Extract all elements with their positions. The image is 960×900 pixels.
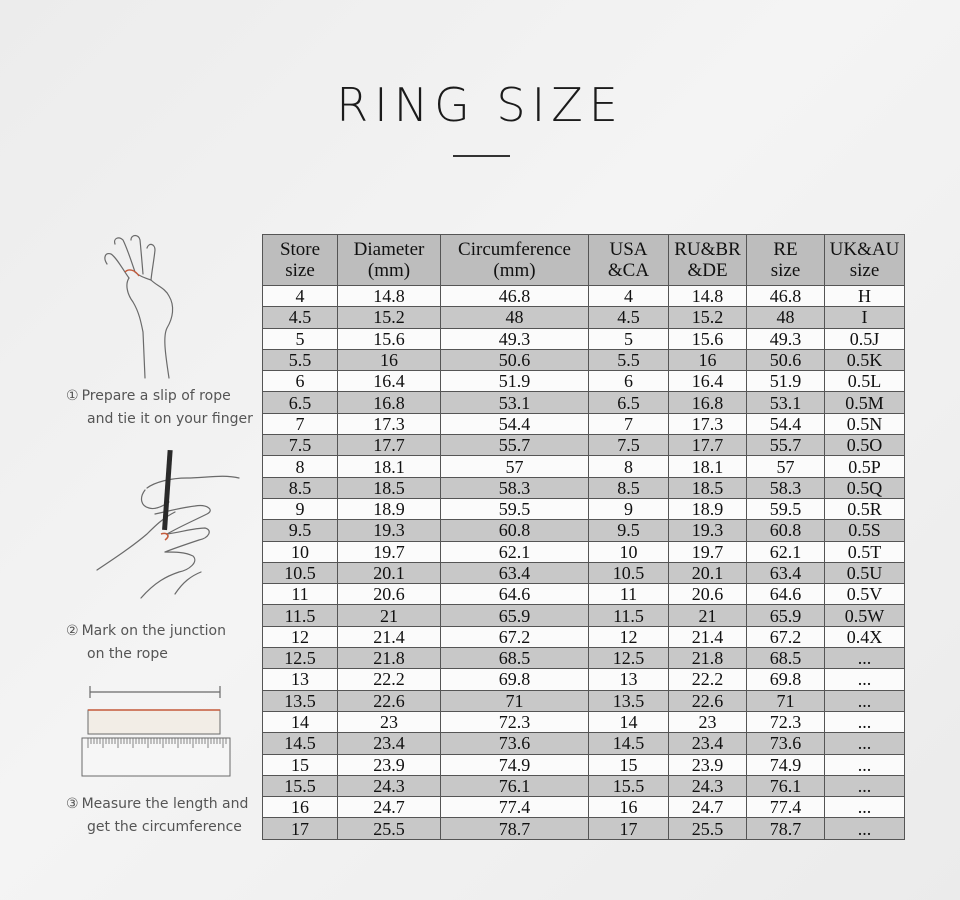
table-cell: 20.1 xyxy=(338,562,441,583)
table-cell: 78.7 xyxy=(441,818,589,839)
table-cell: 67.2 xyxy=(441,626,589,647)
table-cell: 5 xyxy=(263,328,338,349)
table-cell: 60.8 xyxy=(747,520,825,541)
table-cell: 17 xyxy=(263,818,338,839)
table-row xyxy=(263,328,905,349)
table-cell: 17.3 xyxy=(338,413,441,434)
table-cell: 54.4 xyxy=(441,413,589,434)
table-cell: 65.9 xyxy=(747,605,825,626)
table-cell: 22.6 xyxy=(338,690,441,711)
table-cell: 55.7 xyxy=(747,435,825,456)
table-cell: 4.5 xyxy=(589,307,669,328)
table-cell: 17 xyxy=(589,818,669,839)
table-cell: 14.8 xyxy=(338,286,441,307)
table-cell: 62.1 xyxy=(747,541,825,562)
table-cell: 0.5R xyxy=(825,498,905,519)
step-2-text xyxy=(66,620,256,666)
table-cell: 19.7 xyxy=(669,541,747,562)
table-cell: 18.1 xyxy=(338,456,441,477)
table-cell: 6 xyxy=(589,371,669,392)
table-row xyxy=(263,349,905,370)
table-cell: 0.5V xyxy=(825,584,905,605)
table-cell: 0.5M xyxy=(825,392,905,413)
table-cell: 48 xyxy=(441,307,589,328)
table-cell: 0.5N xyxy=(825,413,905,434)
table-cell: 64.6 xyxy=(441,584,589,605)
table-cell: 6 xyxy=(263,371,338,392)
table-cell: 77.4 xyxy=(441,797,589,818)
table-cell: 20.6 xyxy=(338,584,441,605)
table-cell: 14.8 xyxy=(669,286,747,307)
header-re-size: RE size xyxy=(747,235,825,286)
table-cell: 65.9 xyxy=(441,605,589,626)
table-cell: 12 xyxy=(263,626,338,647)
table-cell: 11.5 xyxy=(589,605,669,626)
step-3-text xyxy=(66,793,266,839)
table-cell: 0.4X xyxy=(825,626,905,647)
table-cell: 9.5 xyxy=(263,520,338,541)
table-cell: 21.8 xyxy=(338,648,441,669)
table-row xyxy=(263,307,905,328)
table-cell: ... xyxy=(825,754,905,775)
table-cell: 73.6 xyxy=(747,733,825,754)
table-cell: 72.3 xyxy=(441,711,589,732)
table-cell: 63.4 xyxy=(747,562,825,583)
table-cell: 16.4 xyxy=(338,371,441,392)
table-cell: ... xyxy=(825,690,905,711)
step-1-number: ① xyxy=(66,388,79,404)
table-cell: 5.5 xyxy=(589,349,669,370)
table-cell: 23.4 xyxy=(669,733,747,754)
table-cell: 0.5J xyxy=(825,328,905,349)
table-cell: 24.7 xyxy=(669,797,747,818)
table-cell: 13 xyxy=(589,669,669,690)
table-cell: 74.9 xyxy=(441,754,589,775)
table-row xyxy=(263,733,905,754)
table-cell: 53.1 xyxy=(441,392,589,413)
table-cell: 23.9 xyxy=(338,754,441,775)
table-cell: 10 xyxy=(263,541,338,562)
table-row xyxy=(263,648,905,669)
table-row xyxy=(263,797,905,818)
table-row xyxy=(263,626,905,647)
table-cell: 57 xyxy=(441,456,589,477)
table-cell: 49.3 xyxy=(441,328,589,349)
table-cell: 50.6 xyxy=(747,349,825,370)
ring-size-table xyxy=(262,234,905,840)
table-cell: 14 xyxy=(263,711,338,732)
table-cell: 16 xyxy=(263,797,338,818)
table-row xyxy=(263,541,905,562)
table-cell: 68.5 xyxy=(441,648,589,669)
header-ru-br-de: RU&BR &DE xyxy=(669,235,747,286)
table-cell: 0.5S xyxy=(825,520,905,541)
table-cell: 0.5O xyxy=(825,435,905,456)
table-cell: 13.5 xyxy=(589,690,669,711)
table-cell: 9.5 xyxy=(589,520,669,541)
table-cell: 54.4 xyxy=(747,413,825,434)
table-cell: 74.9 xyxy=(747,754,825,775)
hand-with-rope-icon xyxy=(95,232,205,380)
step-2-number: ② xyxy=(66,623,79,639)
table-cell: 17.7 xyxy=(338,435,441,456)
table-cell: 12 xyxy=(589,626,669,647)
header-circumference: Circumference (mm) xyxy=(441,235,589,286)
table-cell: 25.5 xyxy=(338,818,441,839)
table-row xyxy=(263,498,905,519)
table-row xyxy=(263,413,905,434)
table-cell: 6.5 xyxy=(263,392,338,413)
hand-marking-rope-icon xyxy=(95,448,245,608)
table-cell: 13 xyxy=(263,669,338,690)
table-cell: 18.9 xyxy=(338,498,441,519)
table-row xyxy=(263,690,905,711)
table-cell: 15.6 xyxy=(669,328,747,349)
table-cell: ... xyxy=(825,669,905,690)
table-cell: 18.1 xyxy=(669,456,747,477)
title-divider xyxy=(453,155,510,157)
table-row xyxy=(263,477,905,498)
table-cell: 12.5 xyxy=(589,648,669,669)
table-row xyxy=(263,456,905,477)
table-row xyxy=(263,584,905,605)
table-cell: 73.6 xyxy=(441,733,589,754)
table-cell: 78.7 xyxy=(747,818,825,839)
table-cell: 18.5 xyxy=(669,477,747,498)
table-cell: 16.8 xyxy=(669,392,747,413)
table-cell: 0.5W xyxy=(825,605,905,626)
table-cell: 9 xyxy=(589,498,669,519)
table-cell: 21 xyxy=(338,605,441,626)
table-cell: ... xyxy=(825,797,905,818)
table-cell: 7.5 xyxy=(589,435,669,456)
table-cell: 72.3 xyxy=(747,711,825,732)
table-cell: 15.2 xyxy=(338,307,441,328)
table-cell: 0.5L xyxy=(825,371,905,392)
table-cell: 58.3 xyxy=(747,477,825,498)
table-cell: 0.5T xyxy=(825,541,905,562)
table-row xyxy=(263,435,905,456)
table-cell: 14 xyxy=(589,711,669,732)
header-diameter: Diameter (mm) xyxy=(338,235,441,286)
table-cell: 20.1 xyxy=(669,562,747,583)
table-cell: 64.6 xyxy=(747,584,825,605)
table-cell: 5.5 xyxy=(263,349,338,370)
table-cell: 58.3 xyxy=(441,477,589,498)
table-cell: 59.5 xyxy=(747,498,825,519)
header-store-size: Store size xyxy=(263,235,338,286)
table-cell: ... xyxy=(825,775,905,796)
table-cell: 19.3 xyxy=(669,520,747,541)
table-cell: 19.3 xyxy=(338,520,441,541)
table-row xyxy=(263,818,905,839)
table-cell: 24.3 xyxy=(338,775,441,796)
table-row xyxy=(263,562,905,583)
table-cell: 4.5 xyxy=(263,307,338,328)
table-row xyxy=(263,371,905,392)
step-2-line2: on the rope xyxy=(87,646,168,662)
table-cell: ... xyxy=(825,711,905,732)
table-row xyxy=(263,669,905,690)
table-cell: 13.5 xyxy=(263,690,338,711)
ruler-with-rope-icon xyxy=(80,684,232,778)
header-uk-au-size: UK&AU size xyxy=(825,235,905,286)
table-cell: 22.2 xyxy=(669,669,747,690)
table-cell: 71 xyxy=(441,690,589,711)
table-cell: 24.7 xyxy=(338,797,441,818)
table-cell: 0.5K xyxy=(825,349,905,370)
table-cell: 69.8 xyxy=(441,669,589,690)
step-3-line1: Measure the length and xyxy=(81,796,249,812)
table-cell: 21 xyxy=(669,605,747,626)
table-cell: 49.3 xyxy=(747,328,825,349)
table-cell: 16 xyxy=(669,349,747,370)
table-cell: 16 xyxy=(338,349,441,370)
table-row xyxy=(263,286,905,307)
step-1-text xyxy=(66,385,256,431)
table-cell: 23 xyxy=(338,711,441,732)
table-cell: 4 xyxy=(589,286,669,307)
table-cell: 8 xyxy=(263,456,338,477)
table-cell: 50.6 xyxy=(441,349,589,370)
table-cell: 16 xyxy=(589,797,669,818)
table-cell: 57 xyxy=(747,456,825,477)
table-cell: 9 xyxy=(263,498,338,519)
table-cell: 21.8 xyxy=(669,648,747,669)
table-cell: 22.2 xyxy=(338,669,441,690)
table-cell: I xyxy=(825,307,905,328)
table-cell: 0.5P xyxy=(825,456,905,477)
table-cell: 21.4 xyxy=(338,626,441,647)
table-cell: 7.5 xyxy=(263,435,338,456)
table-cell: 60.8 xyxy=(441,520,589,541)
table-cell: 10 xyxy=(589,541,669,562)
table-cell: 24.3 xyxy=(669,775,747,796)
table-cell: 16.8 xyxy=(338,392,441,413)
table-cell: 19.7 xyxy=(338,541,441,562)
table-cell: 77.4 xyxy=(747,797,825,818)
step-1-line2: and tie it on your finger xyxy=(87,411,253,427)
table-body xyxy=(263,286,905,840)
table-cell: 7 xyxy=(589,413,669,434)
table-cell: 59.5 xyxy=(441,498,589,519)
table-cell: 20.6 xyxy=(669,584,747,605)
table-cell: 23.4 xyxy=(338,733,441,754)
table-cell: ... xyxy=(825,733,905,754)
table-cell: 51.9 xyxy=(747,371,825,392)
table-cell: 62.1 xyxy=(441,541,589,562)
table-cell: 17.7 xyxy=(669,435,747,456)
table-cell: 10.5 xyxy=(263,562,338,583)
table-cell: 22.6 xyxy=(669,690,747,711)
table-cell: 48 xyxy=(747,307,825,328)
table-cell: 25.5 xyxy=(669,818,747,839)
table-cell: 5 xyxy=(589,328,669,349)
table-cell: 55.7 xyxy=(441,435,589,456)
table-cell: 11 xyxy=(263,584,338,605)
table-cell: 15.2 xyxy=(669,307,747,328)
table-row xyxy=(263,775,905,796)
step-3-line2: get the circumference xyxy=(87,819,242,835)
table-cell: 8 xyxy=(589,456,669,477)
table-cell: 6.5 xyxy=(589,392,669,413)
table-cell: 46.8 xyxy=(747,286,825,307)
table-cell: 67.2 xyxy=(747,626,825,647)
table-cell: H xyxy=(825,286,905,307)
table-cell: 15.6 xyxy=(338,328,441,349)
table-cell: 63.4 xyxy=(441,562,589,583)
table-cell: 68.5 xyxy=(747,648,825,669)
table-cell: ... xyxy=(825,648,905,669)
table-cell: 21.4 xyxy=(669,626,747,647)
table-cell: 8.5 xyxy=(263,477,338,498)
table-cell: 71 xyxy=(747,690,825,711)
table-cell: 76.1 xyxy=(747,775,825,796)
page-title: RING SIZE xyxy=(336,78,624,132)
step-3-number: ③ xyxy=(66,796,79,812)
table-cell: 51.9 xyxy=(441,371,589,392)
table-cell: 14.5 xyxy=(263,733,338,754)
table-cell: ... xyxy=(825,818,905,839)
step-1-line1: Prepare a slip of rope xyxy=(81,388,231,404)
table-header-row xyxy=(263,235,905,286)
table-cell: 17.3 xyxy=(669,413,747,434)
table-row xyxy=(263,520,905,541)
table-row xyxy=(263,605,905,626)
table-cell: 0.5U xyxy=(825,562,905,583)
table-cell: 18.9 xyxy=(669,498,747,519)
table-cell: 15 xyxy=(263,754,338,775)
table-cell: 14.5 xyxy=(589,733,669,754)
table-row xyxy=(263,754,905,775)
table-cell: 46.8 xyxy=(441,286,589,307)
header-usa-ca: USA &CA xyxy=(589,235,669,286)
table-cell: 4 xyxy=(263,286,338,307)
table-cell: 23.9 xyxy=(669,754,747,775)
table-cell: 15 xyxy=(589,754,669,775)
table-cell: 7 xyxy=(263,413,338,434)
table-cell: 53.1 xyxy=(747,392,825,413)
table-row xyxy=(263,711,905,732)
table-cell: 15.5 xyxy=(263,775,338,796)
table-cell: 8.5 xyxy=(589,477,669,498)
table-cell: 69.8 xyxy=(747,669,825,690)
table-cell: 11 xyxy=(589,584,669,605)
table-cell: 76.1 xyxy=(441,775,589,796)
table-cell: 16.4 xyxy=(669,371,747,392)
table-cell: 12.5 xyxy=(263,648,338,669)
step-2-line1: Mark on the junction xyxy=(81,623,226,639)
table-row xyxy=(263,392,905,413)
table-cell: 15.5 xyxy=(589,775,669,796)
table-cell: 10.5 xyxy=(589,562,669,583)
table-cell: 11.5 xyxy=(263,605,338,626)
table-cell: 18.5 xyxy=(338,477,441,498)
table-cell: 23 xyxy=(669,711,747,732)
table-cell: 0.5Q xyxy=(825,477,905,498)
